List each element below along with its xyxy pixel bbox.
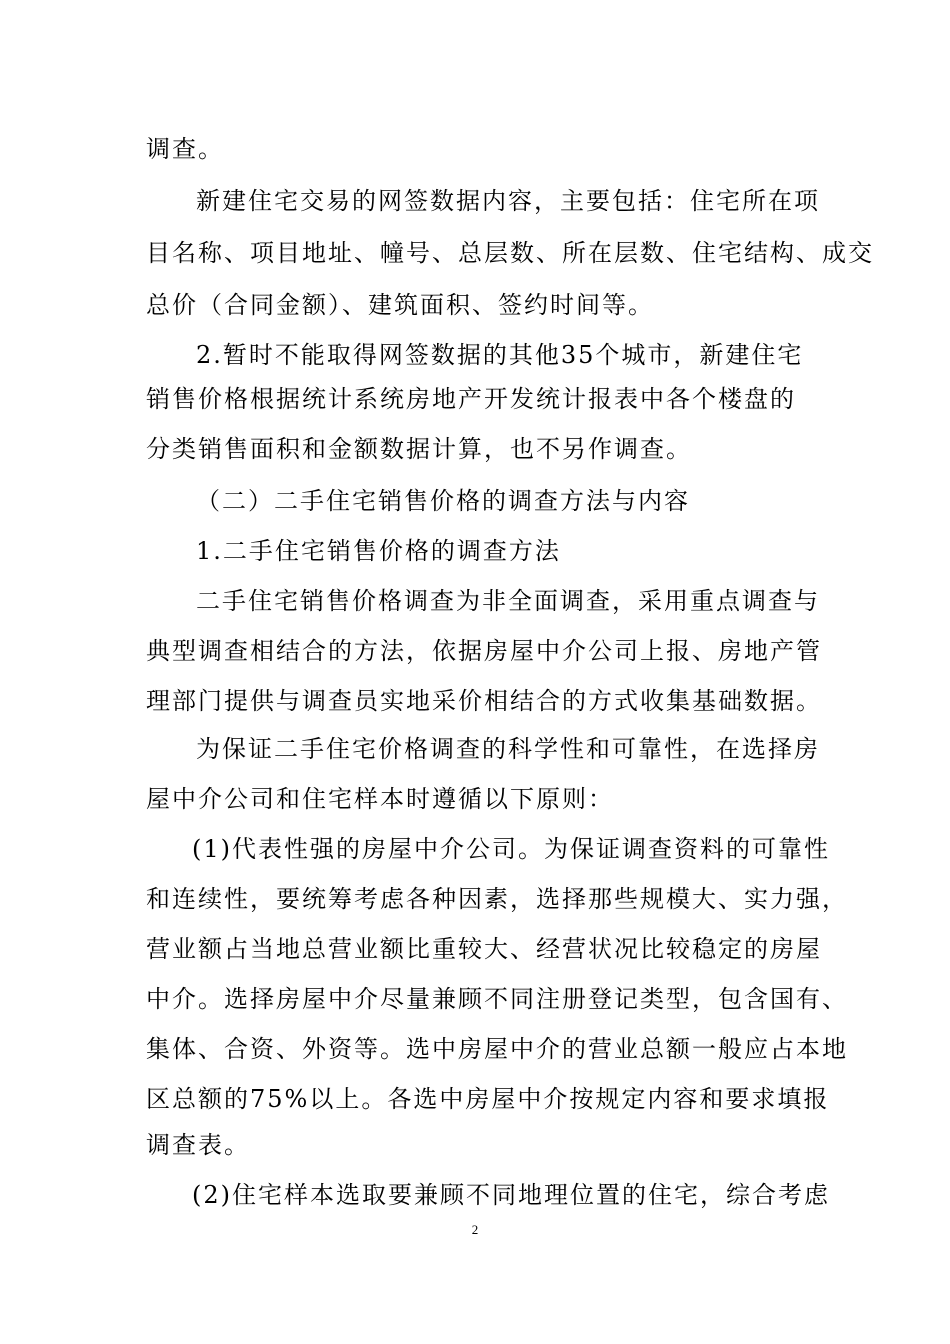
paragraph-line: 二手住宅销售价格调查为非全面调查，采用重点调查与: [196, 587, 820, 615]
text-line: 典型调查相结合的方法，依据房屋中介公司上报、房地产管: [146, 637, 822, 665]
paragraph-line: (1)代表性强的房屋中介公司。为保证调查资料的可靠性: [192, 835, 830, 863]
text-line: 屋中介公司和住宅样本时遵循以下原则：: [146, 785, 614, 813]
subsection-heading: 1.二手住宅销售价格的调查方法: [196, 537, 561, 565]
text-line: 目名称、项目地址、幢号、总层数、所在层数、住宅结构、成交: [146, 239, 874, 267]
page-number: 2: [471, 1222, 479, 1237]
text-line: 调查表。: [146, 1131, 250, 1159]
text-line: 集体、合资、外资等。选中房屋中介的营业总额一般应占本地: [146, 1035, 848, 1063]
paragraph-line: (2)住宅样本选取要兼顾不同地理位置的住宅，综合考虑: [192, 1181, 830, 1209]
text-line: 销售价格根据统计系统房地产开发统计报表中各个楼盘的: [146, 385, 796, 413]
paragraph-line: 为保证二手住宅价格调查的科学性和可靠性，在选择房: [196, 735, 820, 763]
section-heading: （二）二手住宅销售价格的调查方法与内容: [196, 487, 690, 515]
text-line: 营业额占当地总营业额比重较大、经营状况比较稳定的房屋: [146, 935, 822, 963]
text-line: 理部门提供与调查员实地采价相结合的方式收集基础数据。: [146, 687, 822, 715]
paragraph-line: 2.暂时不能取得网签数据的其他35个城市，新建住宅: [196, 341, 804, 369]
text-line: 和连续性，要统筹考虑各种因素，选择那些规模大、实力强，: [146, 885, 848, 913]
text-line: 中介。选择房屋中介尽量兼顾不同注册登记类型，包含国有、: [146, 985, 848, 1013]
text-line: 区总额的75%以上。各选中房屋中介按规定内容和要求填报: [146, 1085, 830, 1113]
text-line: 调查。: [146, 135, 224, 163]
text-line: 总价（合同金额）、建筑面积、签约时间等。: [146, 291, 654, 319]
text-line: 分类销售面积和金额数据计算，也不另作调查。: [146, 435, 692, 463]
paragraph-line: 新建住宅交易的网签数据内容，主要包括：住宅所在项: [196, 187, 820, 215]
